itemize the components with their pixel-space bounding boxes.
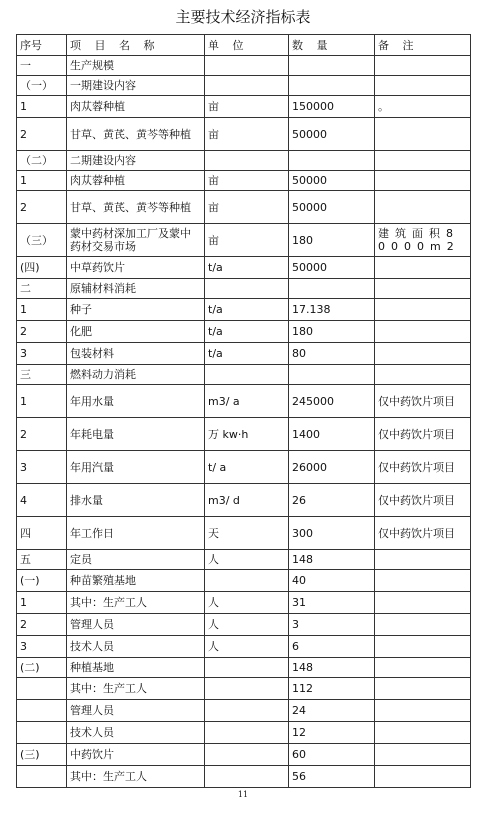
cell-qty: 6 xyxy=(289,636,375,658)
table-row xyxy=(17,484,471,517)
cell-unit: 人 xyxy=(205,636,289,658)
cell-note xyxy=(375,279,471,299)
cell-no: 3 xyxy=(17,636,67,658)
header-qty: 数 量 xyxy=(289,35,375,56)
cell-qty: 40 xyxy=(289,570,375,592)
cell-name: 管理人员 xyxy=(67,614,205,636)
cell-no: 二 xyxy=(17,279,67,299)
cell-no xyxy=(17,722,67,744)
cell-note xyxy=(375,151,471,171)
table-row xyxy=(17,766,471,788)
cell-no: 2 xyxy=(17,418,67,451)
cell-name: 一期建设内容 xyxy=(67,76,205,96)
cell-qty: 112 xyxy=(289,678,375,700)
cell-unit: 亩 xyxy=(205,224,289,257)
cell-note: 仅中药饮片项目 xyxy=(375,385,471,418)
table-row xyxy=(17,636,471,658)
cell-unit: t/ a xyxy=(205,451,289,484)
cell-unit: 天 xyxy=(205,517,289,550)
cell-name: 定员 xyxy=(67,550,205,570)
table-row xyxy=(17,257,471,279)
cell-unit: 人 xyxy=(205,550,289,570)
cell-name: 管理人员 xyxy=(67,700,205,722)
table-row xyxy=(17,744,471,766)
table-row xyxy=(17,118,471,151)
cell-name: 甘草、黄芪、黄芩等种植 xyxy=(67,118,205,151)
cell-name: 中草药饮片 xyxy=(67,257,205,279)
cell-unit: 人 xyxy=(205,592,289,614)
cell-name: 生产规模 xyxy=(67,56,205,76)
cell-note xyxy=(375,614,471,636)
cell-unit xyxy=(205,722,289,744)
table-row xyxy=(17,722,471,744)
cell-name: 包装材料 xyxy=(67,343,205,365)
cell-name: 其中：生产工人 xyxy=(67,678,205,700)
cell-no: （三） xyxy=(17,224,67,257)
cell-note: 。 xyxy=(375,96,471,118)
cell-unit: t/a xyxy=(205,343,289,365)
cell-qty: 148 xyxy=(289,550,375,570)
cell-note xyxy=(375,722,471,744)
cell-unit: 亩 xyxy=(205,118,289,151)
table-row xyxy=(17,700,471,722)
cell-unit xyxy=(205,56,289,76)
cell-unit xyxy=(205,570,289,592)
cell-unit: t/a xyxy=(205,321,289,343)
cell-note xyxy=(375,766,471,788)
cell-unit: 人 xyxy=(205,614,289,636)
cell-note xyxy=(375,570,471,592)
cell-unit: 亩 xyxy=(205,191,289,224)
table-row xyxy=(17,614,471,636)
cell-name: 肉苁蓉种植 xyxy=(67,171,205,191)
table-body xyxy=(17,56,471,788)
table-row xyxy=(17,321,471,343)
cell-name: 原辅材料消耗 xyxy=(67,279,205,299)
cell-no: （二） xyxy=(17,151,67,171)
cell-no xyxy=(17,766,67,788)
cell-no: 2 xyxy=(17,191,67,224)
header-unit: 单 位 xyxy=(205,35,289,56)
cell-qty: 26000 xyxy=(289,451,375,484)
cell-name: 中药饮片 xyxy=(67,744,205,766)
cell-qty: 56 xyxy=(289,766,375,788)
cell-unit: 亩 xyxy=(205,96,289,118)
table-header-row xyxy=(17,35,471,56)
cell-unit xyxy=(205,76,289,96)
cell-qty: 1400 xyxy=(289,418,375,451)
table-row xyxy=(17,385,471,418)
cell-unit: t/a xyxy=(205,257,289,279)
cell-name: 二期建设内容 xyxy=(67,151,205,171)
cell-unit xyxy=(205,151,289,171)
table-row xyxy=(17,451,471,484)
cell-name: 排水量 xyxy=(67,484,205,517)
cell-no: (一) xyxy=(17,570,67,592)
cell-no: 3 xyxy=(17,343,67,365)
cell-unit xyxy=(205,744,289,766)
cell-note xyxy=(375,365,471,385)
table-row xyxy=(17,171,471,191)
indicator-table xyxy=(16,34,471,788)
cell-unit xyxy=(205,700,289,722)
cell-no: （一） xyxy=(17,76,67,96)
table-row xyxy=(17,191,471,224)
cell-qty: 50000 xyxy=(289,257,375,279)
table-row xyxy=(17,570,471,592)
cell-no xyxy=(17,678,67,700)
cell-name: 甘草、黄芪、黄芩等种植 xyxy=(67,191,205,224)
cell-no: 1 xyxy=(17,299,67,321)
cell-unit: 万 kw·h xyxy=(205,418,289,451)
cell-note xyxy=(375,744,471,766)
cell-qty: 12 xyxy=(289,722,375,744)
table-row xyxy=(17,279,471,299)
cell-note xyxy=(375,56,471,76)
table-row xyxy=(17,151,471,171)
table-row xyxy=(17,517,471,550)
cell-note: 仅中药饮片项目 xyxy=(375,418,471,451)
cell-no: (二) xyxy=(17,658,67,678)
cell-no: 一 xyxy=(17,56,67,76)
cell-no: 1 xyxy=(17,96,67,118)
cell-name: 年工作日 xyxy=(67,517,205,550)
cell-qty: 148 xyxy=(289,658,375,678)
cell-unit xyxy=(205,279,289,299)
cell-name: 技术人员 xyxy=(67,722,205,744)
cell-unit xyxy=(205,678,289,700)
cell-name: 蒙中药材深加工厂及蒙中药材交易市场 xyxy=(67,224,205,257)
cell-unit xyxy=(205,658,289,678)
cell-note xyxy=(375,118,471,151)
cell-note: 仅中药饮片项目 xyxy=(375,451,471,484)
cell-note xyxy=(375,678,471,700)
cell-name: 肉苁蓉种植 xyxy=(67,96,205,118)
cell-note xyxy=(375,257,471,279)
cell-name: 燃料动力消耗 xyxy=(67,365,205,385)
cell-note xyxy=(375,592,471,614)
cell-name: 种子 xyxy=(67,299,205,321)
cell-qty: 3 xyxy=(289,614,375,636)
cell-name: 其中：生产工人 xyxy=(67,592,205,614)
cell-qty: 150000 xyxy=(289,96,375,118)
cell-qty xyxy=(289,279,375,299)
table-row xyxy=(17,96,471,118)
table-row xyxy=(17,343,471,365)
cell-qty xyxy=(289,151,375,171)
cell-name: 年用汽量 xyxy=(67,451,205,484)
cell-no xyxy=(17,700,67,722)
cell-qty: 180 xyxy=(289,224,375,257)
cell-no: 三 xyxy=(17,365,67,385)
cell-unit: 亩 xyxy=(205,171,289,191)
cell-qty: 24 xyxy=(289,700,375,722)
table-row xyxy=(17,418,471,451)
cell-name: 种苗繁殖基地 xyxy=(67,570,205,592)
table-row xyxy=(17,658,471,678)
table-row xyxy=(17,678,471,700)
cell-note: 建筑面积80000m2 xyxy=(375,224,471,257)
cell-note: 仅中药饮片项目 xyxy=(375,517,471,550)
cell-qty: 31 xyxy=(289,592,375,614)
table-row xyxy=(17,365,471,385)
cell-qty: 180 xyxy=(289,321,375,343)
cell-no: 1 xyxy=(17,385,67,418)
cell-unit: t/a xyxy=(205,299,289,321)
cell-qty: 17.138 xyxy=(289,299,375,321)
cell-note xyxy=(375,76,471,96)
cell-no: 3 xyxy=(17,451,67,484)
cell-qty: 300 xyxy=(289,517,375,550)
cell-note xyxy=(375,550,471,570)
cell-note xyxy=(375,321,471,343)
cell-name: 技术人员 xyxy=(67,636,205,658)
cell-no: 五 xyxy=(17,550,67,570)
cell-no: 1 xyxy=(17,171,67,191)
cell-note: 仅中药饮片项目 xyxy=(375,484,471,517)
header-name: 项 目 名 称 xyxy=(67,35,205,56)
cell-name: 种植基地 xyxy=(67,658,205,678)
cell-no: (四) xyxy=(17,257,67,279)
cell-unit: m3/ d xyxy=(205,484,289,517)
cell-no: 2 xyxy=(17,321,67,343)
page-number: 11 xyxy=(237,790,249,799)
cell-unit xyxy=(205,766,289,788)
cell-qty: 245000 xyxy=(289,385,375,418)
table-row xyxy=(17,76,471,96)
cell-qty: 50000 xyxy=(289,171,375,191)
cell-name: 化肥 xyxy=(67,321,205,343)
cell-note xyxy=(375,299,471,321)
cell-qty: 80 xyxy=(289,343,375,365)
cell-no: 2 xyxy=(17,118,67,151)
cell-unit: m3/ a xyxy=(205,385,289,418)
table-row xyxy=(17,592,471,614)
cell-note xyxy=(375,343,471,365)
cell-qty xyxy=(289,56,375,76)
cell-note xyxy=(375,700,471,722)
cell-no: 2 xyxy=(17,614,67,636)
cell-name: 其中：生产工人 xyxy=(67,766,205,788)
cell-note xyxy=(375,636,471,658)
cell-qty xyxy=(289,76,375,96)
cell-note xyxy=(375,171,471,191)
table-row xyxy=(17,56,471,76)
header-note: 备 注 xyxy=(375,35,471,56)
cell-qty: 26 xyxy=(289,484,375,517)
cell-no: 1 xyxy=(17,592,67,614)
cell-qty xyxy=(289,365,375,385)
header-no: 序号 xyxy=(17,35,67,56)
cell-name: 年耗电量 xyxy=(67,418,205,451)
cell-no: (三) xyxy=(17,744,67,766)
cell-unit xyxy=(205,365,289,385)
table-row xyxy=(17,299,471,321)
cell-no: 4 xyxy=(17,484,67,517)
cell-note xyxy=(375,658,471,678)
page-title: 主要技术经济指标表 xyxy=(175,8,311,26)
cell-qty: 60 xyxy=(289,744,375,766)
cell-qty: 50000 xyxy=(289,191,375,224)
cell-name: 年用水量 xyxy=(67,385,205,418)
cell-no: 四 xyxy=(17,517,67,550)
table-row xyxy=(17,550,471,570)
cell-note xyxy=(375,191,471,224)
cell-qty: 50000 xyxy=(289,118,375,151)
table-row xyxy=(17,224,471,257)
